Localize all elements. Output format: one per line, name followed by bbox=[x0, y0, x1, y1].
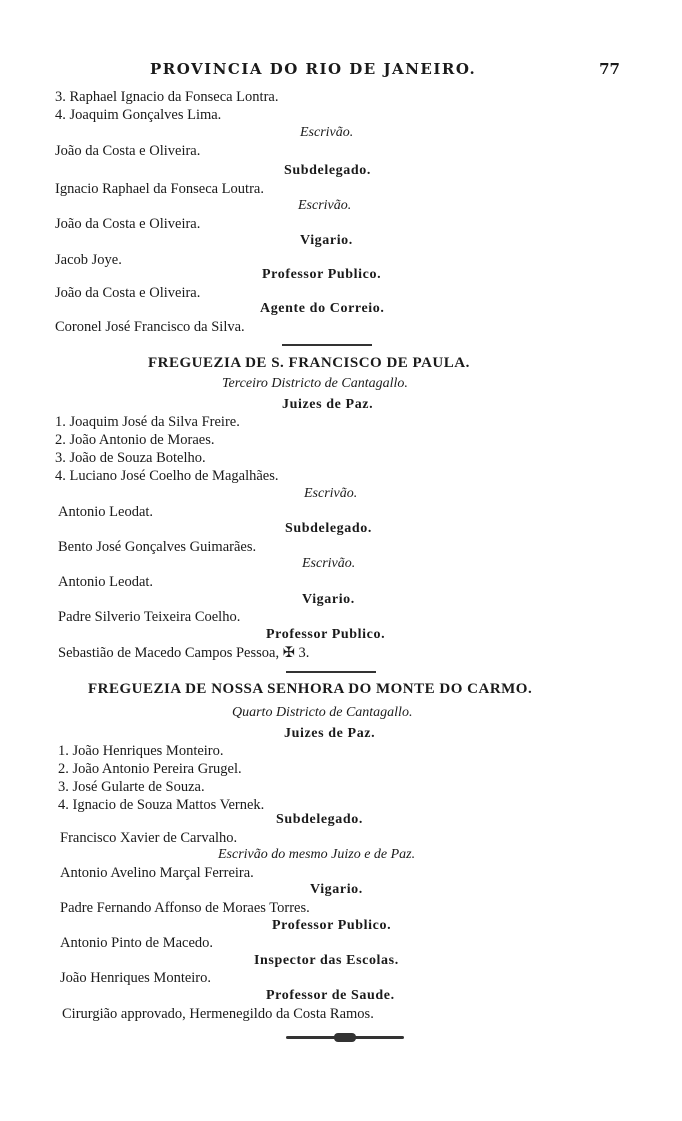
section-divider bbox=[286, 671, 376, 673]
running-header bbox=[150, 60, 620, 78]
list-item: 2. João Antonio de Moraes. bbox=[55, 432, 215, 448]
role-heading: Juizes de Paz. bbox=[284, 726, 376, 741]
role-heading: Vigario. bbox=[302, 592, 355, 607]
list-item: Antonio Leodat. bbox=[58, 574, 154, 590]
section-title: FREGUEZIA DE NOSSA SENHORA DO MONTE DO CARMO. bbox=[88, 681, 533, 697]
list-item: 1. João Henriques Monteiro. bbox=[58, 743, 224, 759]
list-item: João da Costa e Oliveira. bbox=[55, 216, 201, 232]
page-number: 77 bbox=[599, 60, 620, 78]
list-item: 3. Raphael Ignacio da Fonseca Lontra. bbox=[55, 89, 279, 105]
list-item: Antonio Avelino Marçal Ferreira. bbox=[60, 865, 254, 881]
role-heading: Vigario. bbox=[310, 882, 363, 897]
role-heading: Professor Publico. bbox=[266, 627, 386, 642]
list-item: João da Costa e Oliveira. bbox=[55, 143, 201, 159]
section-subtitle: Terceiro Districto de Cantagallo. bbox=[222, 376, 408, 391]
role-heading: Professor de Saude. bbox=[266, 988, 395, 1003]
list-item: 4. Ignacio de Souza Mattos Vernek. bbox=[58, 797, 265, 813]
list-item: Ignacio Raphael da Fonseca Loutra. bbox=[55, 181, 264, 197]
role-heading: Professor Publico. bbox=[262, 267, 382, 282]
list-item: Padre Fernando Affonso de Moraes Torres. bbox=[60, 900, 310, 916]
role-heading: Professor Publico. bbox=[272, 918, 392, 933]
list-item: 4. Joaquim Gonçalves Lima. bbox=[55, 107, 222, 123]
role-heading: Escrivão. bbox=[300, 125, 354, 140]
list-item: 2. João Antonio Pereira Grugel. bbox=[58, 761, 242, 777]
list-item: 3. João de Souza Botelho. bbox=[55, 450, 206, 466]
list-item: Padre Silverio Teixeira Coelho. bbox=[58, 609, 241, 625]
section-divider bbox=[282, 344, 372, 346]
role-heading: Subdelegado. bbox=[284, 163, 371, 178]
role-heading: Escrivão. bbox=[298, 198, 352, 213]
role-heading: Escrivão. bbox=[302, 556, 356, 571]
role-heading: Agente do Correio. bbox=[260, 301, 385, 316]
role-heading: Inspector das Escolas. bbox=[254, 953, 399, 968]
list-item: 1. Joaquim José da Silva Freire. bbox=[55, 414, 240, 430]
list-item: Antonio Leodat. bbox=[58, 504, 154, 520]
list-item: 3. José Gularte de Souza. bbox=[58, 779, 205, 795]
list-item: Francisco Xavier de Carvalho. bbox=[60, 830, 238, 846]
list-item: Antonio Pinto de Macedo. bbox=[60, 935, 214, 951]
role-heading: Juizes de Paz. bbox=[282, 397, 374, 412]
role-heading: Escrivão do mesmo Juizo e de Paz. bbox=[218, 847, 416, 862]
list-item: João Henriques Monteiro. bbox=[60, 970, 212, 986]
list-item: João da Costa e Oliveira. bbox=[55, 285, 201, 301]
page-title: PROVINCIA DO RIO DE JANEIRO. bbox=[150, 60, 477, 78]
list-item: 4. Luciano José Coelho de Magalhães. bbox=[55, 468, 279, 484]
list-item: Bento José Gonçalves Guimarães. bbox=[58, 539, 257, 555]
role-heading: Subdelegado. bbox=[285, 521, 372, 536]
list-item: Cirurgião approvado, Hermenegildo da Costa Ramos. bbox=[62, 1006, 374, 1022]
list-item: Coronel José Francisco da Silva. bbox=[55, 319, 245, 335]
end-ornament bbox=[286, 1036, 404, 1039]
section-title: FREGUEZIA DE S. FRANCISCO DE PAULA. bbox=[148, 355, 470, 371]
list-item: Sebastião de Macedo Campos Pessoa, ✠ 3. bbox=[58, 645, 310, 661]
role-heading: Escrivão. bbox=[304, 486, 358, 501]
role-heading: Vigario. bbox=[300, 233, 353, 248]
section-subtitle: Quarto Districto de Cantagallo. bbox=[232, 705, 413, 720]
list-item: Jacob Joye. bbox=[55, 252, 122, 268]
role-heading: Subdelegado. bbox=[276, 812, 363, 827]
